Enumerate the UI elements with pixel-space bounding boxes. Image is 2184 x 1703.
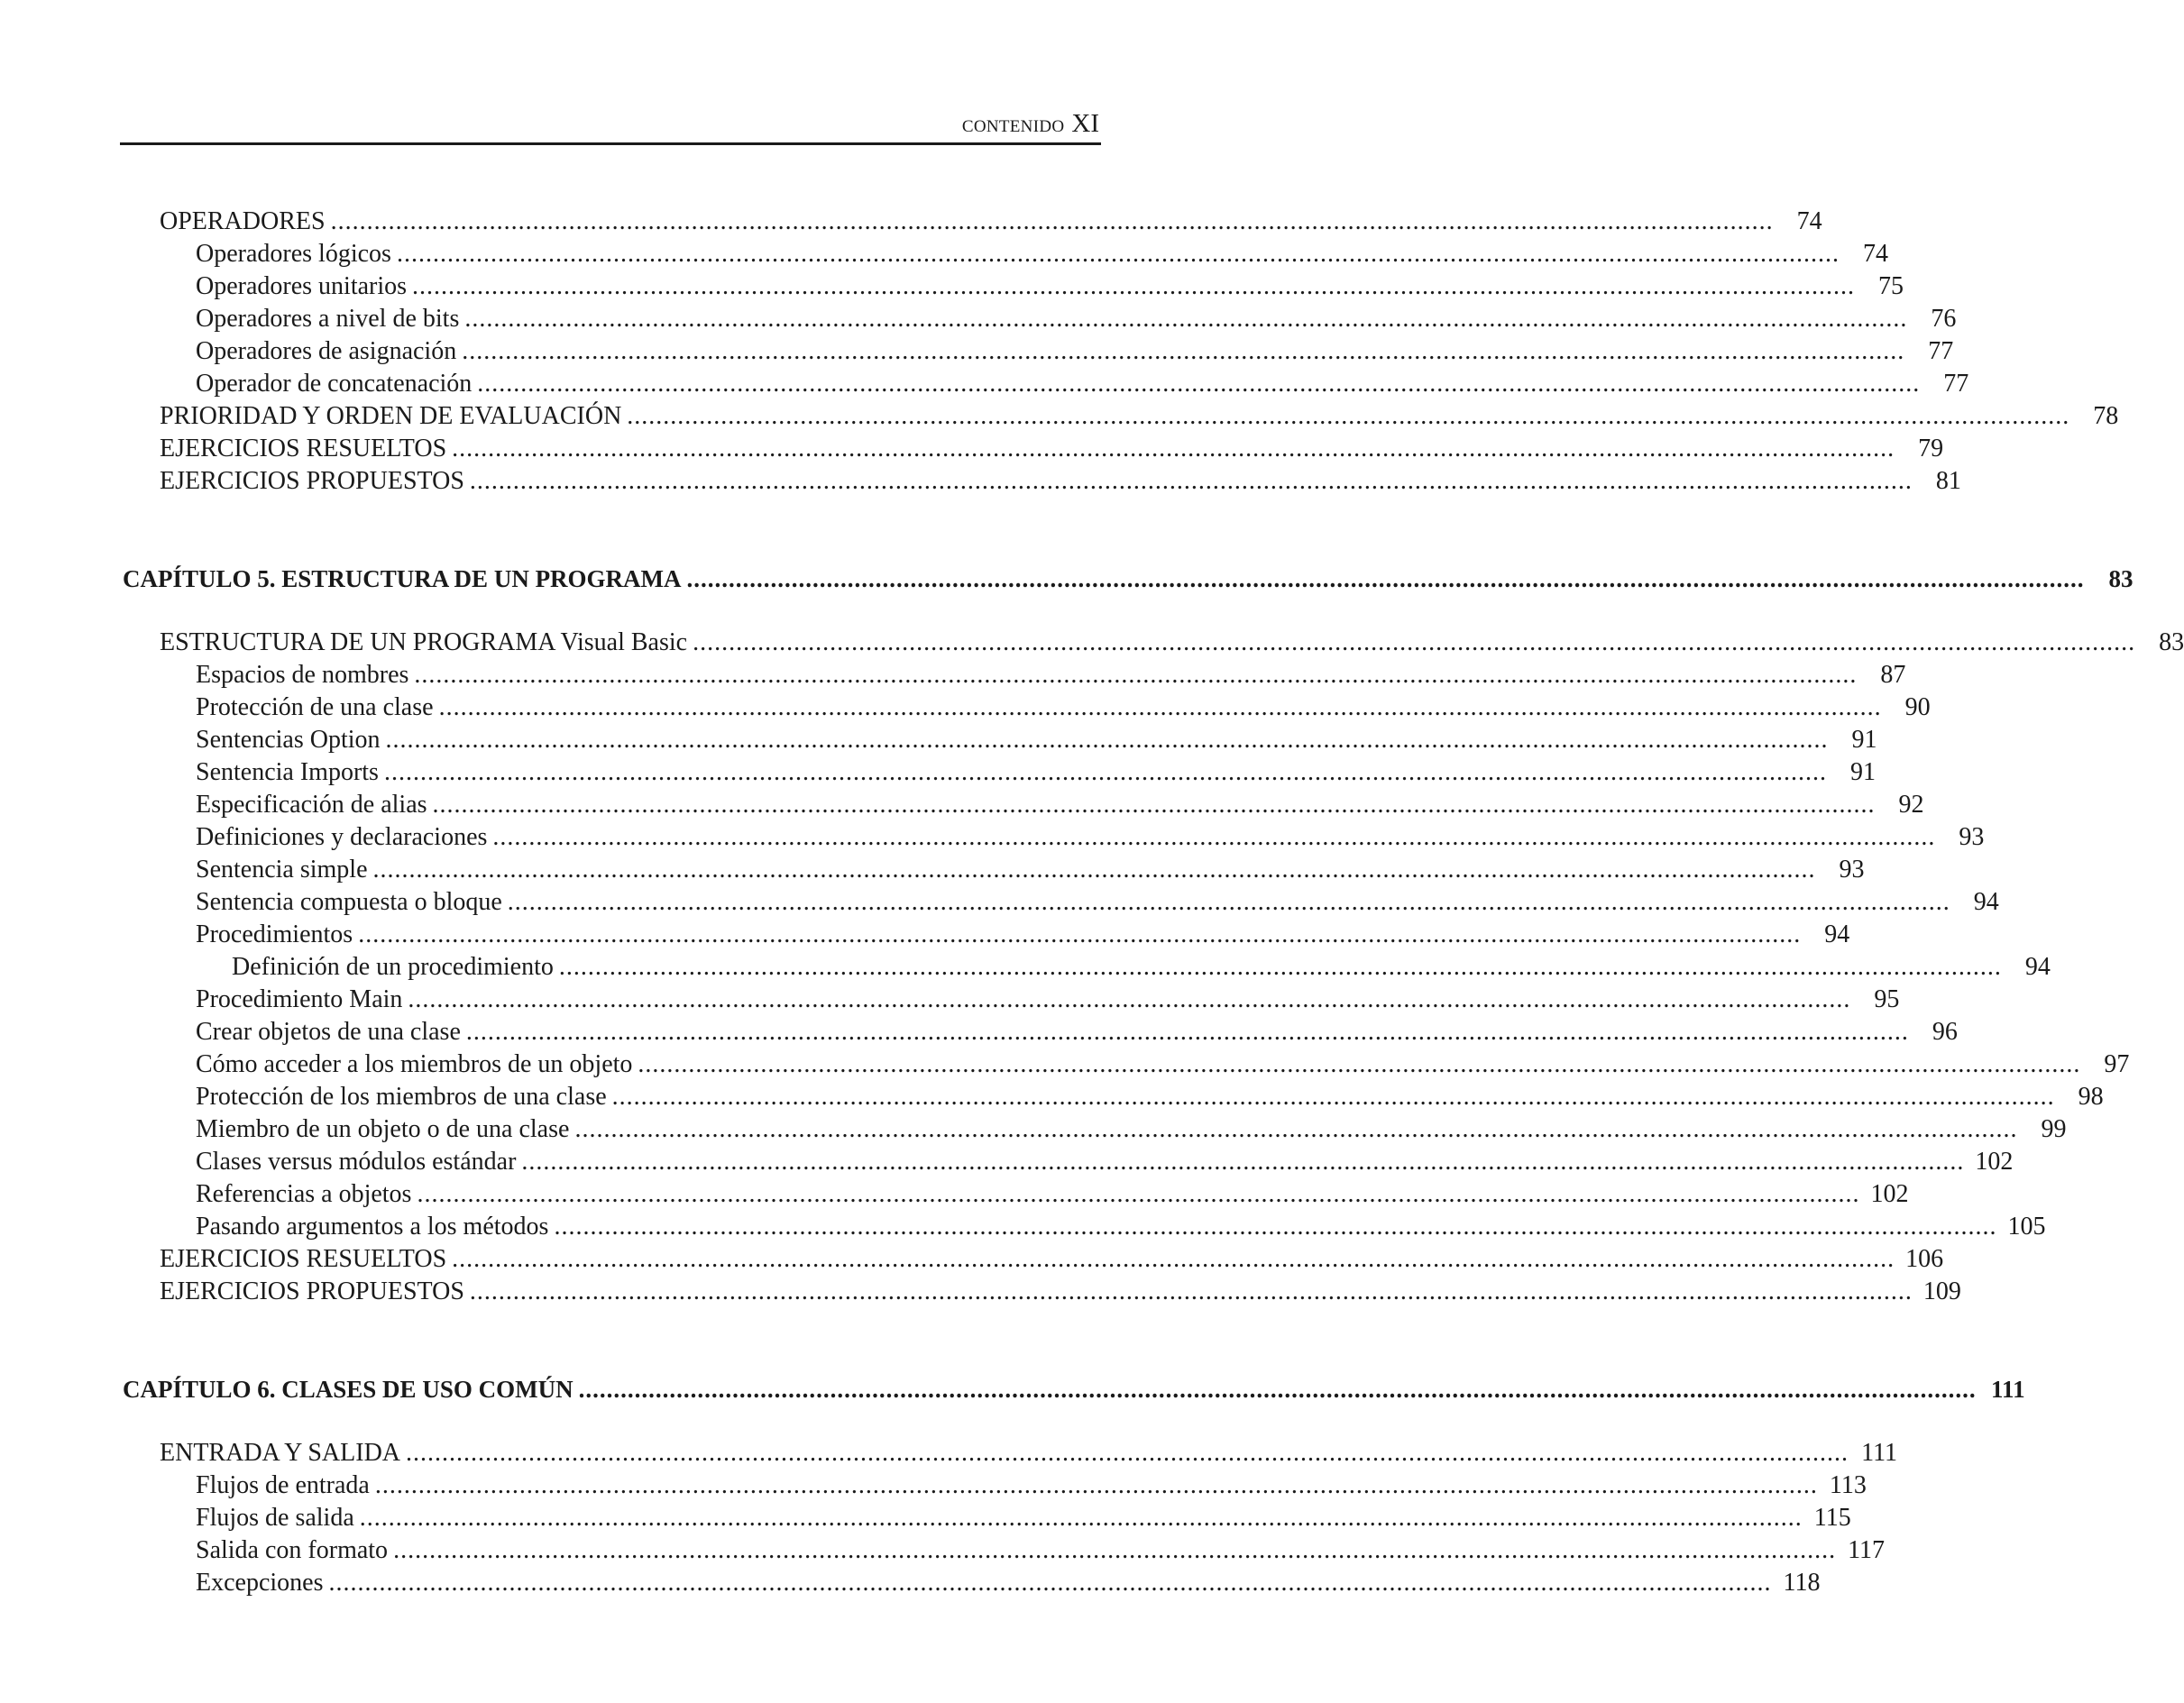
toc-entry-page-number: 94 xyxy=(1973,888,1999,916)
toc-entry-page-number: 109 xyxy=(1922,1277,1961,1305)
toc-entry[interactable] xyxy=(196,1211,2046,1243)
dot-leader: ........................................................................................................................................................................................................ xyxy=(507,888,1950,916)
toc-entry-page-number: 76 xyxy=(1931,305,1957,333)
toc-entry[interactable] xyxy=(196,1178,1909,1211)
dot-leader: ........................................................................................................................................................................................................ xyxy=(611,1083,2055,1111)
toc-entry-page-number: 111 xyxy=(1991,1376,2025,1403)
toc-entry[interactable] xyxy=(196,821,1985,854)
toc-entry-page-number: 106 xyxy=(1905,1245,1944,1273)
toc-entry-title: Referencias a objetos xyxy=(196,1180,412,1208)
toc-entry[interactable] xyxy=(196,724,1877,756)
toc-entry[interactable] xyxy=(196,1146,2014,1178)
toc-entry-title: Operadores unitarios xyxy=(196,272,408,300)
dot-leader: ........................................................................................................................................................................................................ xyxy=(469,1277,1913,1305)
toc-chapter-entry[interactable] xyxy=(123,563,2134,595)
toc-entry-page-number: 113 xyxy=(1829,1471,1867,1499)
toc-entry-title: Flujos de entrada xyxy=(196,1471,370,1499)
dot-leader: ........................................................................................................................................................................................................ xyxy=(452,1245,1895,1273)
toc-entry[interactable] xyxy=(160,465,1961,498)
toc-entry-page-number: 87 xyxy=(1880,661,1906,689)
toc-entry-title: ENTRADA Y SALIDA xyxy=(160,1439,401,1467)
dot-leader: ........................................................................................................................................................................................................ xyxy=(359,1504,1803,1532)
toc-entry-title: Sentencia Imports xyxy=(196,758,379,786)
toc-entry-page-number: 115 xyxy=(1813,1504,1851,1532)
toc-entry[interactable] xyxy=(196,854,1865,886)
toc-entry-title: Crear objetos de una clase xyxy=(196,1018,461,1046)
dot-leader: ........................................................................................................................................................................................................ xyxy=(574,1115,2018,1143)
toc-entry-title: Espacios de nombres xyxy=(196,661,409,689)
toc-entry[interactable] xyxy=(196,1016,1958,1048)
toc-entry-title: Operadores lógicos xyxy=(196,240,391,268)
dot-leader: ........................................................................................................................................................................................................ xyxy=(638,1050,2081,1078)
dot-leader: ........................................................................................................................................................................................................ xyxy=(492,823,1936,851)
toc-entry-page-number: 99 xyxy=(2041,1115,2067,1143)
toc-entry-title: Clases versus módulos estándar xyxy=(196,1148,517,1176)
toc-entry-title: Pasando argumentos a los métodos xyxy=(196,1213,549,1241)
toc-entry-page-number: 93 xyxy=(1959,823,1985,851)
dot-leader: ........................................................................................................................................................................................................ xyxy=(396,240,1840,268)
dot-leader: ........................................................................................................................................................................................................ xyxy=(693,628,2136,656)
toc-entry-title: Sentencias Option xyxy=(196,726,381,754)
toc-entry[interactable] xyxy=(196,886,1999,919)
toc-entry[interactable] xyxy=(196,691,1931,724)
toc-entry[interactable] xyxy=(196,1534,1886,1567)
toc-entry[interactable] xyxy=(196,1081,2104,1113)
toc-entry[interactable] xyxy=(196,1113,2067,1146)
toc-entry-page-number: 96 xyxy=(1932,1018,1958,1046)
toc-entry-title: Procedimientos xyxy=(196,920,353,948)
toc-entry-page-number: 97 xyxy=(2104,1050,2130,1078)
toc-entry-page-number: 90 xyxy=(1904,693,1931,721)
toc-entry-title: Definición de un procedimiento xyxy=(232,953,554,981)
toc-entry-page-number: 102 xyxy=(1975,1148,2014,1176)
toc-entry-title: PRIORIDAD Y ORDEN DE EVALUACIÓN xyxy=(160,402,622,430)
toc-entry-page-number: 118 xyxy=(1783,1569,1821,1597)
dot-leader: ........................................................................................................................................................................................................ xyxy=(372,856,1816,884)
toc-entry-title: Miembro de un objeto o de una clase xyxy=(196,1115,570,1143)
toc-entry[interactable] xyxy=(196,1470,1867,1502)
dot-leader: ........................................................................................................................................................................................................ xyxy=(385,726,1829,754)
toc-entry-title: OPERADORES xyxy=(160,207,326,235)
toc-entry-page-number: 95 xyxy=(1874,985,1900,1013)
toc-entry-title: Especificación de alias xyxy=(196,791,427,819)
toc-entry[interactable] xyxy=(196,335,1954,368)
toc-entry[interactable] xyxy=(196,984,1900,1016)
toc-entry[interactable] xyxy=(160,433,1944,465)
toc-entry-page-number: 92 xyxy=(1898,791,1924,819)
toc-entry-title: Cómo acceder a los miembros de un objeto xyxy=(196,1050,633,1078)
toc-entry-page-number: 94 xyxy=(2024,953,2051,981)
dot-leader: ........................................................................................................................................................................................................ xyxy=(554,1213,1997,1241)
toc-entry[interactable] xyxy=(160,627,2184,659)
toc-entry-page-number: 77 xyxy=(1943,370,1969,398)
toc-entry-page-number: 105 xyxy=(2007,1213,2046,1241)
toc-entry[interactable] xyxy=(232,951,2051,984)
toc-entry-title: Salida con formato xyxy=(196,1536,389,1564)
toc-entry-page-number: 117 xyxy=(1848,1536,1886,1564)
toc-entry-page-number: 83 xyxy=(2108,565,2134,592)
dot-leader: ........................................................................................................................................................................................................ xyxy=(432,791,1876,819)
dot-leader: ........................................................................................................................................................................................................ xyxy=(578,1376,1977,1403)
toc-entry-page-number: 98 xyxy=(2078,1083,2104,1111)
toc-entry[interactable] xyxy=(160,206,1822,238)
toc-entry[interactable] xyxy=(160,1276,1961,1308)
toc-entry-page-number: 79 xyxy=(1918,435,1944,462)
toc-entry-page-number: 93 xyxy=(1839,856,1865,884)
toc-entry-page-number: 74 xyxy=(1862,240,1888,268)
toc-entry-title: Operadores de asignación xyxy=(196,337,457,365)
toc-entry[interactable] xyxy=(196,756,1876,789)
dot-leader: ........................................................................................................................................................................................................ xyxy=(417,1180,1860,1208)
toc-entry-title: Flujos de salida xyxy=(196,1504,354,1532)
toc-chapter-entry[interactable] xyxy=(123,1373,2025,1405)
toc-entry-page-number: 78 xyxy=(2093,402,2119,430)
dot-leader: ........................................................................................................................................................................................................ xyxy=(469,467,1913,495)
toc-entry-title: CAPÍTULO 6. CLASES DE USO COMÚN xyxy=(123,1376,574,1403)
toc-entry[interactable] xyxy=(196,1048,2130,1081)
toc-entry-page-number: 111 xyxy=(1861,1439,1898,1467)
toc-entry-title: Definiciones y declaraciones xyxy=(196,823,488,851)
toc-entry-page-number: 83 xyxy=(2159,628,2184,656)
toc-entry-title: CAPÍTULO 5. ESTRUCTURA DE UN PROGRAMA xyxy=(123,565,682,592)
toc-entry-title: EJERCICIOS RESUELTOS xyxy=(160,435,447,462)
toc-entry[interactable] xyxy=(160,1437,1898,1470)
dot-leader: ........................................................................................................................................................................................................ xyxy=(462,337,1905,365)
toc-entry-title: ESTRUCTURA DE UN PROGRAMA Visual Basic xyxy=(160,628,688,656)
dot-leader: ........................................................................................................................................................................................................ xyxy=(412,272,1856,300)
toc-entry-title: EJERCICIOS PROPUESTOS xyxy=(160,1277,464,1305)
toc-entry-title: EJERCICIOS RESUELTOS xyxy=(160,1245,447,1273)
dot-leader: ........................................................................................................................................................................................................ xyxy=(374,1471,1818,1499)
dot-leader: ........................................................................................................................................................................................................ xyxy=(328,1569,1772,1597)
dot-leader: ........................................................................................................................................................................................................ xyxy=(408,985,1851,1013)
toc-entry-page-number: 81 xyxy=(1935,467,1961,495)
dot-leader: ........................................................................................................................................................................................................ xyxy=(627,402,2070,430)
running-head-page-number: XI xyxy=(1071,109,1099,138)
toc-entry[interactable] xyxy=(196,1502,1851,1534)
running-head-label: CONTENIDO xyxy=(961,117,1065,136)
toc-entry-page-number: 75 xyxy=(1878,272,1904,300)
toc-entry-page-number: 77 xyxy=(1928,337,1954,365)
toc-entry[interactable] xyxy=(196,270,1904,303)
dot-leader: ........................................................................................................................................................................................................ xyxy=(393,1536,1837,1564)
toc-entry[interactable] xyxy=(196,303,1957,335)
dot-leader: ........................................................................................................................................................................................................ xyxy=(414,661,1858,689)
toc-entry-page-number: 94 xyxy=(1824,920,1850,948)
toc-entry[interactable] xyxy=(160,400,2119,433)
toc-entry-title: Protección de una clase xyxy=(196,693,434,721)
toc-entry-title: Operador de concatenación xyxy=(196,370,473,398)
dot-leader: ........................................................................................................................................................................................................ xyxy=(465,1018,1909,1046)
dot-leader: ........................................................................................................................................................................................................ xyxy=(438,693,1882,721)
dot-leader: ........................................................................................................................................................................................................ xyxy=(477,370,1921,398)
toc-entry-page-number: 102 xyxy=(1870,1180,1909,1208)
toc-entry[interactable] xyxy=(196,238,1888,270)
toc-entry-title: Sentencia simple xyxy=(196,856,368,884)
toc-entry[interactable] xyxy=(196,919,1850,951)
toc-entry-title: Protección de los miembros de una clase xyxy=(196,1083,607,1111)
toc-entry-title: EJERCICIOS PROPUESTOS xyxy=(160,467,464,495)
toc-entry-title: Procedimiento Main xyxy=(196,985,403,1013)
toc-entry-title: Excepciones xyxy=(196,1569,324,1597)
toc-entry[interactable] xyxy=(196,789,1924,821)
dot-leader: ........................................................................................................................................................................................................ xyxy=(464,305,1908,333)
toc-entry-title: Operadores a nivel de bits xyxy=(196,305,460,333)
toc-entry-page-number: 91 xyxy=(1851,726,1877,754)
toc-entry[interactable] xyxy=(160,1243,1944,1276)
dot-leader: ........................................................................................................................................................................................................ xyxy=(521,1148,1965,1176)
toc-entry[interactable] xyxy=(196,1567,1821,1599)
toc-entry[interactable] xyxy=(196,368,1969,400)
dot-leader: ........................................................................................................................................................................................................ xyxy=(558,953,2002,981)
dot-leader: ........................................................................................................................................................................................................ xyxy=(330,207,1774,235)
toc-entry-title: Sentencia compuesta o bloque xyxy=(196,888,502,916)
toc-entry-page-number: 91 xyxy=(1849,758,1876,786)
toc-entry-page-number: 74 xyxy=(1796,207,1822,235)
dot-leader: ........................................................................................................................................................................................................ xyxy=(452,435,1895,462)
dot-leader: ........................................................................................................................................................................................................ xyxy=(383,758,1827,786)
dot-leader: ........................................................................................................................................................................................................ xyxy=(406,1439,1849,1467)
dot-leader: ........................................................................................................................................................................................................ xyxy=(686,565,2085,592)
toc-entry[interactable] xyxy=(196,659,1906,691)
dot-leader: ........................................................................................................................................................................................................ xyxy=(358,920,1802,948)
